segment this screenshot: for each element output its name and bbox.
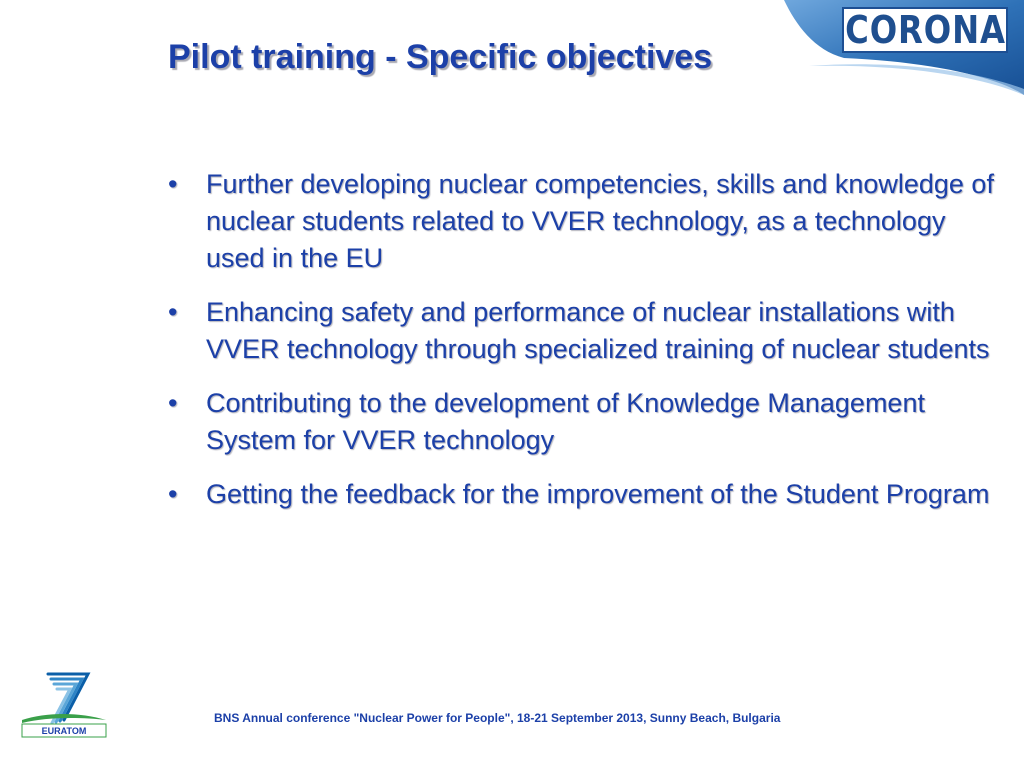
euratom-fp7-logo — [18, 668, 110, 740]
corona-logo-text: CORONA — [844, 8, 1006, 52]
bullet-text: Enhancing safety and performance of nuclear installations with VVER technology through specialized training of nuclear students — [206, 297, 990, 364]
bullet-text: Further developing nuclear competencies, skills and knowledge of nuclear students related to VVER technology, as a technology used in the EU — [206, 169, 994, 273]
bullet-icon: • — [168, 169, 178, 199]
list-item — [166, 476, 1002, 513]
list-item — [166, 385, 1002, 459]
list-item — [166, 294, 1002, 368]
footer-conference-text: BNS Annual conference "Nuclear Power for People", 18-21 September 2013, Sunny Beach, Bulgaria — [214, 711, 781, 725]
bullet-icon: • — [168, 297, 178, 327]
bullet-text: Getting the feedback for the improvement of the Student Program — [206, 479, 990, 509]
bullet-text: Contributing to the development of Knowledge Management System for VVER technology — [206, 388, 925, 455]
corona-logo — [842, 7, 1008, 53]
slide-title: Pilot training - Specific objectives — [168, 38, 713, 76]
bullet-icon: • — [168, 388, 178, 418]
list-item — [166, 166, 1002, 277]
euratom-label: EURATOM — [41, 726, 87, 736]
objectives-list — [166, 166, 1002, 530]
bullet-icon: • — [168, 479, 178, 509]
